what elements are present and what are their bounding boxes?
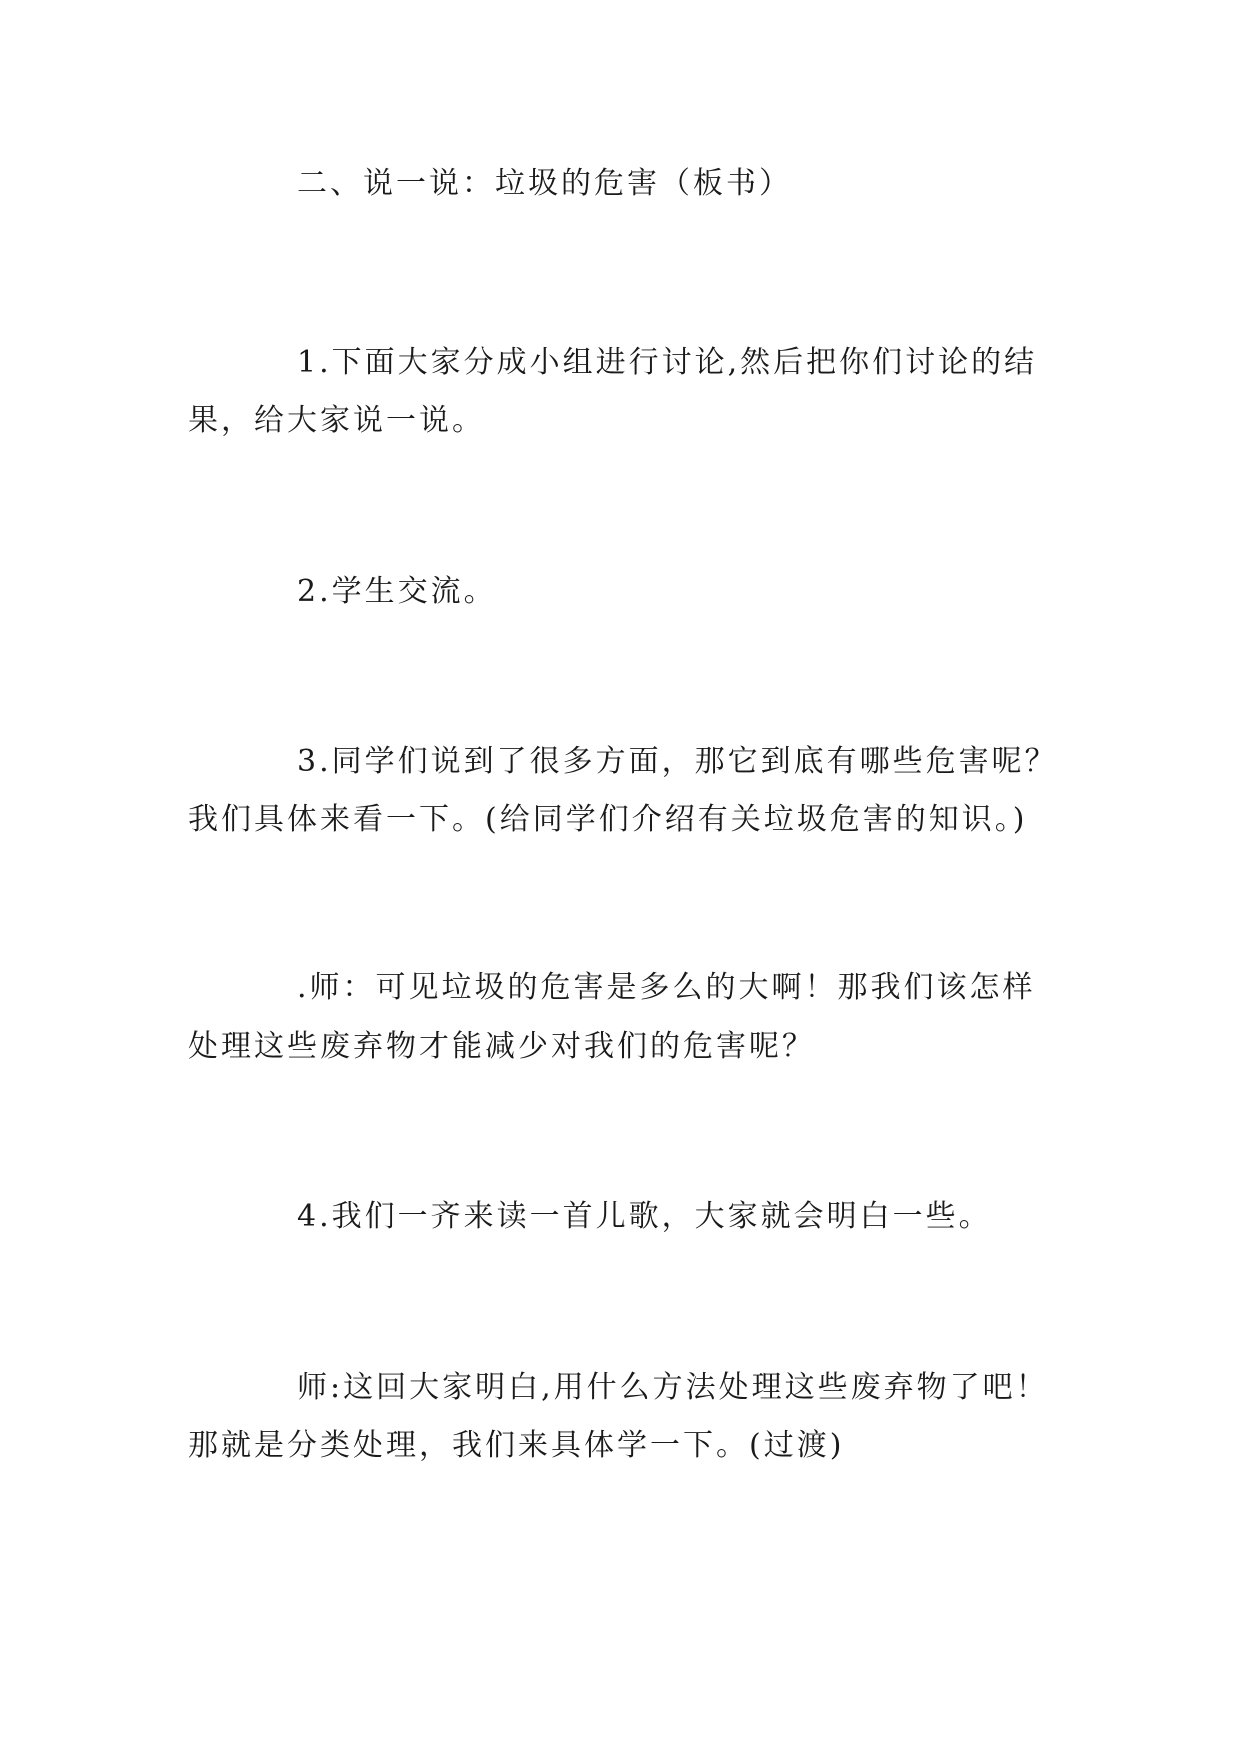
paragraph-3-line-2: 我们具体来看一下。(给同学们介绍有关垃圾危害的知识。) (188, 802, 1028, 837)
paragraph-1-line-1: 1.下面大家分成小组进行讨论,然后把你们讨论的结 (297, 345, 1038, 380)
paragraph-3-line-1: 3.同学们说到了很多方面，那它到底有哪些危害呢？ (297, 744, 1058, 779)
paragraph-1-line-2: 果，给大家说一说。 (188, 403, 485, 438)
paragraph-5-line-1: 4.我们一齐来读一首儿歌，大家就会明白一些。 (297, 1199, 992, 1234)
paragraph-2-line-1: 2.学生交流。 (297, 574, 497, 609)
paragraph-6-line-2: 那就是分类处理，我们来具体学一下。(过渡) (188, 1428, 845, 1463)
paragraph-4-line-2: 处理这些废弃物才能减少对我们的危害呢？ (188, 1029, 815, 1064)
paragraph-4-line-1: .师：可见垃圾的危害是多么的大啊！那我们该怎样 (297, 970, 1036, 1005)
paragraph-6-line-1: 师:这回大家明白,用什么方法处理这些废弃物了吧！ (297, 1370, 1049, 1405)
section-heading: 二、说一说：垃圾的危害（板书） (297, 166, 792, 201)
